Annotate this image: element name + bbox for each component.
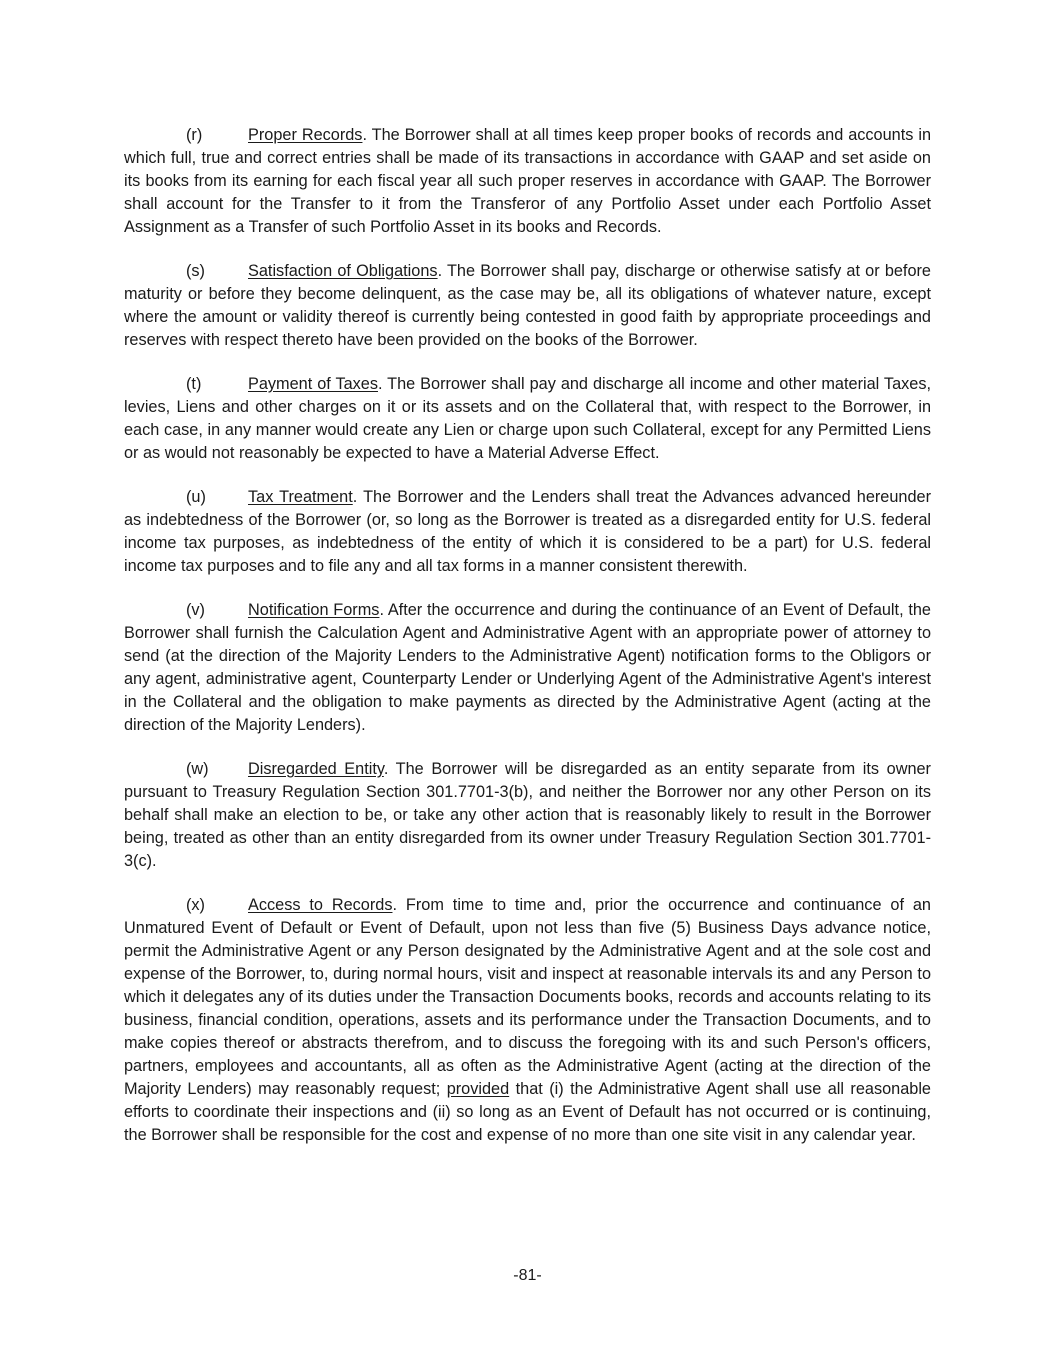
document-page — [124, 124, 931, 1168]
section-heading: Satisfaction of Obligations — [248, 262, 438, 280]
section-heading: Access to Records — [248, 896, 393, 914]
section-v — [124, 599, 931, 737]
section-body: . After the occurrence and during the continuance of an Event of Default, the Borrower shall furnish the Calculation Agent and Administrative Agent with an appropriate power of attorney to send (at the direction of the Majority Lenders to the Administrative Agent) notification forms to the Obligors or any agent, administrative agent, Counterparty Lender or Underlying Agent of the Administrative Agent's interest in the Collateral and the obligation to make payments as directed by the Administrative Agent (acting at the direction of the Majority Lenders). — [124, 601, 931, 734]
section-heading: Payment of Taxes — [248, 375, 378, 393]
section-r — [124, 124, 931, 239]
section-heading: Disregarded Entity — [248, 760, 384, 778]
section-number: (x) — [186, 896, 205, 914]
section-heading: Proper Records — [248, 126, 363, 144]
section-number: (r) — [186, 126, 203, 144]
section-s — [124, 260, 931, 352]
section-body: . The Borrower shall pay, discharge or otherwise satisfy at or before maturity or before they become delinquent, as the case may be, all its obligations of whatever nature, except where the amount or validity thereof is currently being contested in good faith by appropriate proceedings and reserves with respect thereto have been provided on the books of the Borrower. — [124, 262, 931, 349]
section-number: (v) — [186, 601, 205, 619]
section-body: . The Borrower and the Lenders shall treat the Advances advanced hereunder as indebtedness of the Borrower (or, so long as the Borrower is treated as a disregarded entity for U.S. federal income tax purposes, as indebtedness of the entity of which it is considered to be a part) for U.S. federal income tax purposes and to file any and all tax forms in a manner consistent therewith. — [124, 488, 931, 575]
section-number: (w) — [186, 760, 209, 778]
section-body: . The Borrower shall at all times keep proper books of records and accounts in which full, true and correct entries shall be made of its transactions in accordance with GAAP and set aside on its books from its earning for each fiscal year all such proper reserves in accordance with GAAP. The Borrower shall account for the Transfer to it from the Transferor of any Portfolio Asset under each Portfolio Asset Assignment as a Transfer of such Portfolio Asset in its books and Records. — [124, 126, 931, 236]
section-number: (t) — [186, 375, 202, 393]
section-number: (u) — [186, 488, 206, 506]
page-number: -81- — [513, 1267, 542, 1284]
section-body: . From time to time and, prior the occurrence and continuance of an Unmatured Event of Default or Event of Default, upon not less than five (5) Business Days advance notice, permit the Administrative Agent or any Person designated by the Administrative Agent and at the sole cost and expense of the Borrower, to, during normal hours, visit and inspect at reasonable intervals its and any Person to which it delegates any of its duties under the Transaction Documents books, records and accounts relating to its business, financial condition, operations, assets and its performance under the Transaction Documents, and to make copies thereof or abstracts therefrom, and to discuss the foregoing with its and such Person's officers, partners, employees and accountants, all as often as the Administrative Agent (acting at the direction of the Majority Lenders) may reasonably request; — [124, 896, 931, 1098]
section-t — [124, 373, 931, 465]
section-body-continued: that (i) the Administrative Agent shall use all reasonable efforts to coordinate their inspections and (ii) so long as an Event of Default has not occurred or is continuing, the Borrower shall be responsible for the cost and expense of no more than one site visit in any calendar year. — [124, 1080, 931, 1144]
section-x — [124, 894, 931, 1147]
provided-term: provided — [446, 1080, 510, 1098]
section-heading: Tax Treatment — [248, 488, 353, 506]
section-u — [124, 486, 931, 578]
section-heading: Notification Forms — [248, 601, 380, 619]
section-body: . The Borrower shall pay and discharge all income and other material Taxes, levies, Liens and other charges on it or its assets and on the Collateral that, with respect to the Borrower, in each case, in any manner would create any Lien or charge upon such Collateral, except for any Permitted Liens or as would not reasonably be expected to have a Material Adverse Effect. — [124, 375, 931, 462]
section-body: . The Borrower will be disregarded as an entity separate from its owner pursuant to Treasury Regulation Section 301.7701-3(b), and neither the Borrower nor any other Person on its behalf shall make an election to be, or take any other action that is reasonably likely to result in the Borrower being, treated as other than an entity disregarded from its owner under Treasury Regulation Section 301.7701-3(c). — [124, 760, 931, 870]
section-number: (s) — [186, 262, 205, 280]
section-w — [124, 758, 931, 873]
